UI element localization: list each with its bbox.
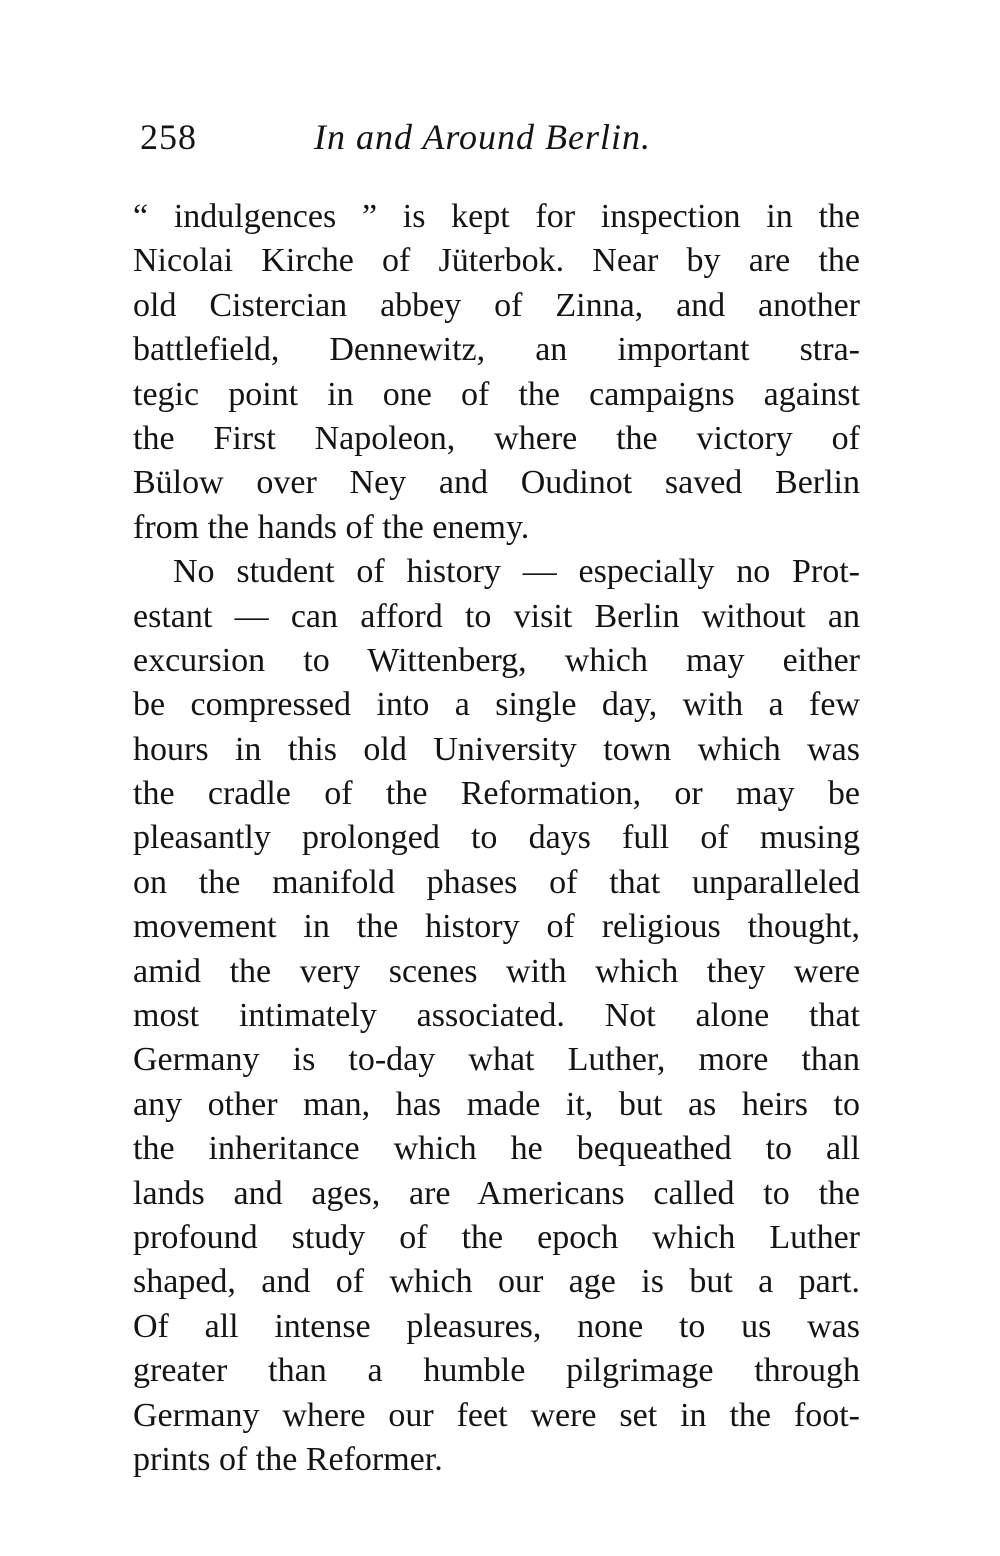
text-line: estant — can afford to visit Berlin without an xyxy=(133,597,860,635)
running-head xyxy=(140,112,860,162)
text-line: movement in the history of religious thought, xyxy=(133,908,860,946)
text-line: the inheritance which he bequeathed to all xyxy=(133,1130,860,1168)
text-line: amid the very scenes with which they were xyxy=(133,952,860,990)
text-line: pleasantly prolonged to days full of musing xyxy=(133,819,860,857)
text-line: lands and ages, are Americans called to the xyxy=(133,1174,860,1212)
text-line: Of all intense pleasures, none to us was xyxy=(133,1307,860,1345)
text-line: old Cistercian abbey of Zinna, and another xyxy=(133,286,860,324)
text-line: from the hands of the enemy. xyxy=(133,508,530,546)
text-line: greater than a humble pilgrimage through xyxy=(133,1352,860,1390)
text-line: the First Napoleon, where the victory of xyxy=(133,419,860,457)
text-line: the cradle of the Reformation, or may be xyxy=(133,775,860,813)
text-line: Germany where our feet were set in the foot- xyxy=(133,1396,860,1434)
text-line: battlefield, Dennewitz, an important stra- xyxy=(133,331,860,369)
page-number: 258 xyxy=(140,117,197,157)
running-title: In and Around Berlin. xyxy=(314,117,651,157)
text-line: prints of the Reformer. xyxy=(133,1440,443,1478)
text-line: No student of history — especially no Prot- xyxy=(173,553,860,591)
text-line: be compressed into a single day, with a few xyxy=(133,686,860,724)
text-line: Germany is to-day what Luther, more than xyxy=(133,1041,860,1079)
text-line: on the manifold phases of that unparalleled xyxy=(133,863,860,901)
text-line: tegic point in one of the campaigns against xyxy=(133,375,860,413)
body-text xyxy=(133,195,860,1482)
text-line: any other man, has made it, but as heirs to xyxy=(133,1085,860,1123)
text-line: excursion to Wittenberg, which may either xyxy=(133,641,860,679)
text-line: most intimately associated. Not alone that xyxy=(133,997,860,1035)
text-line: Nicolai Kirche of Jüterbok. Near by are the xyxy=(133,242,860,280)
text-line: hours in this old University town which was xyxy=(133,730,860,768)
text-line: shaped, and of which our age is but a part. xyxy=(133,1263,860,1301)
text-line: Bülow over Ney and Oudinot saved Berlin xyxy=(133,464,860,502)
text-line: “ indulgences ” is kept for inspection in the xyxy=(133,198,860,235)
text-line: profound study of the epoch which Luther xyxy=(133,1218,860,1256)
